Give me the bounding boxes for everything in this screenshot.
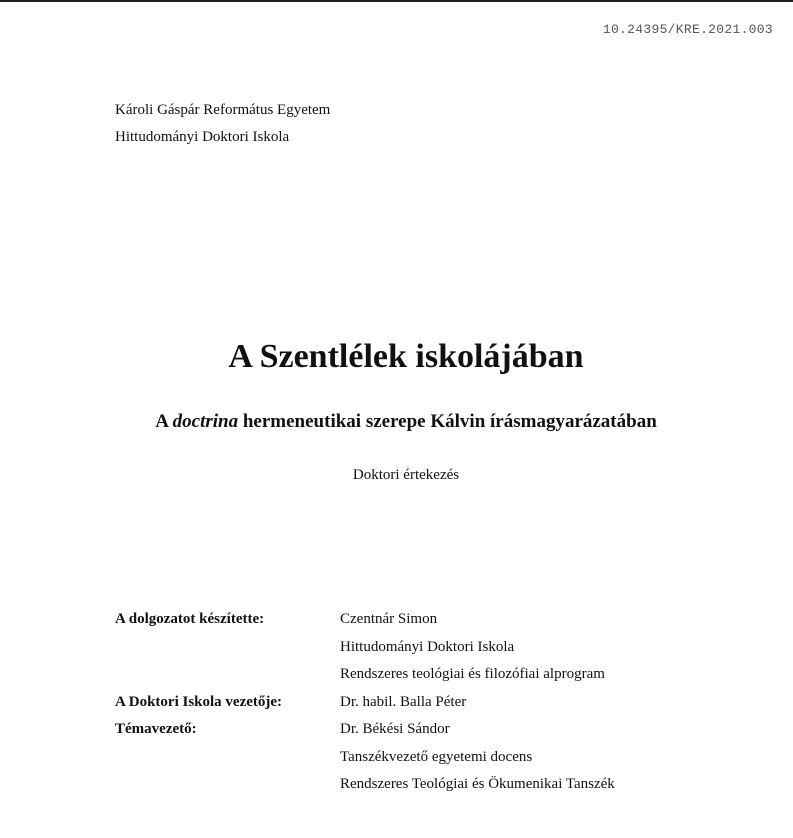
dissertation-subtitle <box>0 411 793 433</box>
subtitle-prefix: A <box>155 411 173 432</box>
top-border-rule <box>0 0 793 2</box>
credit-row <box>115 744 615 772</box>
credit-label: A dolgozatot készítette: <box>115 611 265 628</box>
credit-row <box>115 771 615 799</box>
credit-row <box>115 716 615 744</box>
credit-row <box>115 661 615 689</box>
doctoral-school-name: Hittudományi Doktori Iskola <box>115 129 290 145</box>
credit-value: Hittudományi Doktori Iskola <box>340 638 515 655</box>
credit-value: Dr. Békési Sándor <box>340 721 450 738</box>
credit-label: A Doktori Iskola vezetője: <box>115 693 283 710</box>
credit-row <box>115 634 615 662</box>
credits-table <box>115 606 615 799</box>
document-type: Doktori értekezés <box>352 467 460 483</box>
credit-value: Dr. habil. Balla Péter <box>340 693 467 710</box>
dissertation-title: A Szentlélek iskolájában <box>228 338 584 375</box>
credit-value: Tanszékvezető egyetemi docens <box>340 748 533 765</box>
credit-value: Rendszeres Teológiai és Ökumenikai Tanszék <box>340 776 615 793</box>
subtitle-italic-term: doctrina <box>172 411 239 432</box>
subtitle-suffix: hermeneutikai szerepe Kálvin írásmagyarázatában <box>238 411 657 432</box>
credit-value: Rendszeres teológiai és filozófiai alprogram <box>340 666 605 683</box>
credit-label: Témavezető: <box>115 721 197 738</box>
credit-row <box>115 689 615 717</box>
credit-value: Czentnár Simon <box>340 611 438 628</box>
credit-row <box>115 606 615 634</box>
university-name: Károli Gáspár Református Egyetem <box>115 102 331 118</box>
doi-identifier: 10.24395/KRE.2021.003 <box>602 22 773 37</box>
institution-block <box>115 97 330 151</box>
